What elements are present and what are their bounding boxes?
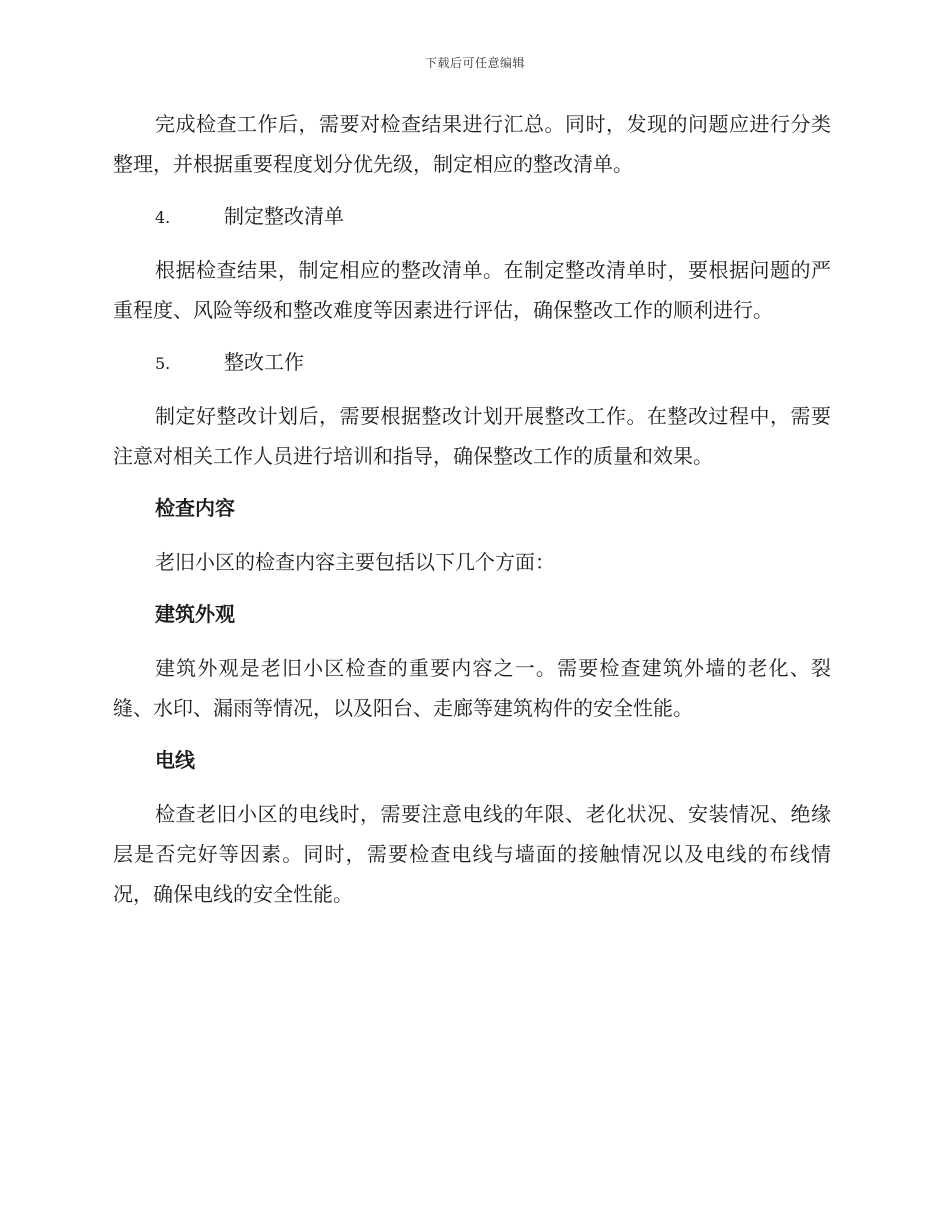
paragraph-rectification-work: 制定好整改计划后，需要根据整改计划开展整改工作。在整改过程中，需要注意对相关工作人员进行培训和指导，确保整改工作的质量和效果。 <box>113 404 831 468</box>
paragraph-inspection-intro: 老旧小区的检查内容主要包括以下几个方面： <box>155 550 555 574</box>
paragraph-building-exterior: 建筑外观是老旧小区检查的重要内容之一。需要检查建筑外墙的老化、裂缝、水印、漏雨等情况，以及阳台、走廊等建筑构件的安全性能。 <box>113 656 831 720</box>
numbered-item-5 <box>113 342 831 384</box>
heading-wires: 电线 <box>155 748 195 772</box>
header-note: 下载后可任意编辑 <box>424 56 525 70</box>
item-title: 整改工作 <box>224 350 304 374</box>
item-number: 5. <box>155 354 171 373</box>
heading-building-exterior: 建筑外观 <box>155 602 235 626</box>
item-number: 4. <box>155 208 171 227</box>
item-title: 制定整改清单 <box>224 204 344 228</box>
paragraph-rectification-list: 根据检查结果，制定相应的整改清单。在制定整改清单时，要根据问题的严重程度、风险等级和整改难度等因素进行评估，确保整改工作的顺利进行。 <box>113 258 831 322</box>
document-body <box>113 104 831 926</box>
numbered-item-4 <box>113 196 831 238</box>
paragraph-wires: 检查老旧小区的电线时，需要注意电线的年限、老化状况、安装情况、绝缘层是否完好等因素。同时，需要检查电线与墙面的接触情况以及电线的布线情况，确保电线的安全性能。 <box>113 802 831 906</box>
heading-inspection-content: 检查内容 <box>155 496 235 520</box>
paragraph-summary: 完成检查工作后，需要对检查结果进行汇总。同时，发现的问题应进行分类整理，并根据重要程度划分优先级，制定相应的整改清单。 <box>113 112 831 176</box>
